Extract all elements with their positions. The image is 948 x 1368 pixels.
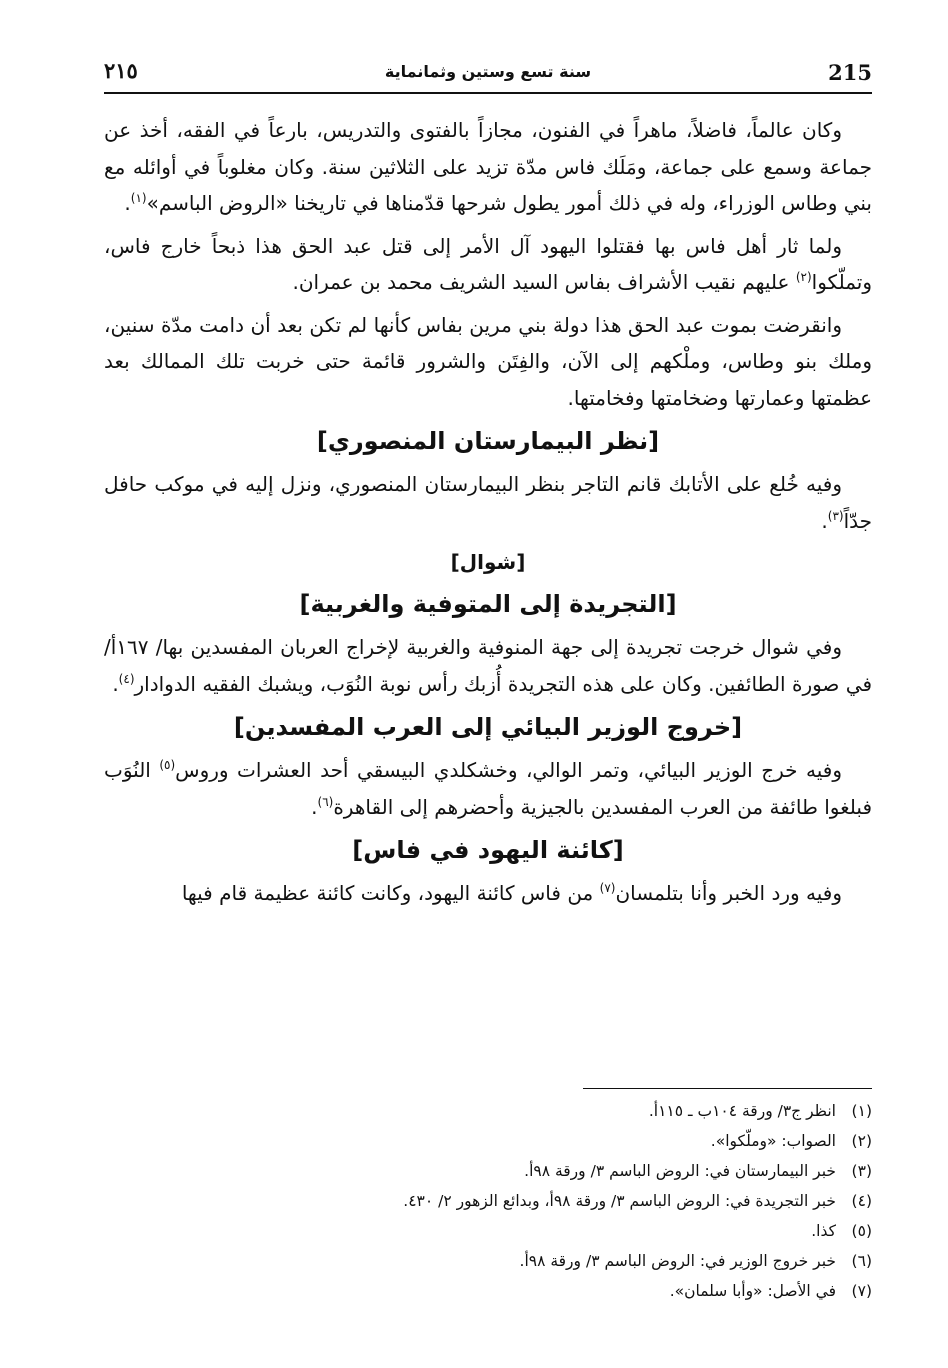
footnote-text: خبر خروج الوزير في: الروض الباسم ٣/ ورقة ٩٨أ. — [519, 1252, 836, 1270]
paragraph-text: . — [821, 508, 828, 533]
footnote-number: (٢) — [851, 1132, 872, 1150]
footnote-text: في الأصل: «وأبا سلمان». — [669, 1282, 836, 1300]
section-heading: [نظر البيمارستان المنصوري] — [316, 427, 660, 455]
paragraph-text: وفيه خرج الوزير البيائي، وتمر الوالي، وخشكلدي البيسقي أحد العشرات وروس — [175, 758, 842, 782]
paragraph-text: . — [311, 794, 318, 819]
main-text — [104, 112, 872, 918]
paragraph-text: وفي شوال خرجت تجريدة إلى جهة المنوفية والغربية لإخراج العربان المفسدين بها/ ١٦٧أ/ في صورة الطائفين. وكان على هذه التجريدة أُزبك رأس نوبة النُوَب، ويشبك الفقيه الدوادار — [104, 635, 872, 696]
paragraph-text: عليهم نقيب الأشراف بفاس السيد الشريف محمد بن عمران. — [292, 270, 796, 294]
paragraph-text: وفيه ورد الخبر وأنا بتلمسان — [615, 881, 842, 905]
footnote-text: انظر ج٣/ ورقة ١٠٤ب ـ ١١٥أ. — [648, 1102, 836, 1120]
paragraph — [104, 112, 872, 222]
footnote-ref: (٦) — [317, 794, 334, 809]
footnote-ref: (٥) — [159, 758, 176, 772]
paragraph-text: ولما ثار أهل فاس بها فقتلوا اليهود آل الأمر إلى قتل عبد الحق هذا ذبحاً خارج فاس، وتملّكوا — [104, 233, 872, 294]
footnote-ref: (٤) — [118, 671, 135, 686]
footnote-text: كذا. — [811, 1222, 836, 1240]
footnote-text: الصواب: «وملّكوا». — [710, 1132, 836, 1150]
paragraph: وانقرضت بموت عبد الحق هذا دولة بني مرين بفاس كأنها لم تكن بعد أن دامت مدّة سنين، وملك بنو وطاس، وملْكهم إلى الآن، والفِتَن والشرور قائمة حتى خربت تلك الممالك بعد عظمتها وعمارتها وضخامتها وفخامتها. — [104, 312, 872, 410]
paragraph-text: وفيه خُلع على الأتابك قانم التاجر بنظر البيمارستان المنصوري، ونزل إليه في موكب حافل جدّاً — [104, 472, 872, 533]
paragraph-text: النُوَب فبلغوا طائفة من العرب المفسدين بالجيزية وأحضرهم إلى القاهرة — [104, 758, 872, 819]
footnote-text: خبر البيمارستان في: الروض الباسم ٣/ ورقة ٩٨أ. — [524, 1162, 836, 1180]
footnote — [104, 1126, 872, 1156]
footnote-number: (٦) — [851, 1252, 872, 1270]
page-number-latin: 215 — [828, 60, 872, 85]
footnote-number: (٥) — [851, 1222, 872, 1240]
footnote-separator — [583, 1088, 872, 1089]
footnote — [104, 1276, 872, 1306]
paragraph-text: . — [112, 671, 119, 696]
footnote — [104, 1216, 872, 1246]
section-heading: [خروج الوزير البيائي إلى العرب المفسدين] — [233, 713, 743, 741]
footnote-number: (٤) — [851, 1192, 872, 1210]
footnote-ref: (١) — [130, 191, 147, 205]
page-header — [104, 58, 872, 94]
paragraph — [104, 752, 872, 825]
footnote-number: (٣) — [851, 1162, 872, 1180]
running-title: سنة تسع وستين وثمانماية — [384, 62, 592, 81]
footnote — [104, 1096, 872, 1126]
month-heading: [شوال] — [450, 550, 526, 574]
page-number-arabic: ٢١٥ — [104, 58, 138, 83]
footnote-ref: (٢) — [795, 270, 812, 284]
paragraph-text: . — [124, 191, 131, 215]
footnote-ref: (٧) — [599, 881, 616, 895]
footnote-number: (٧) — [851, 1282, 872, 1300]
footnote — [104, 1186, 872, 1216]
section-heading: [التجريدة إلى المتوفية والغربية] — [299, 590, 677, 618]
footnotes — [104, 1096, 872, 1306]
paragraph — [104, 875, 872, 912]
footnote-text: خبر التجريدة في: الروض الباسم ٣/ ورقة ٩٨أ، وبدائع الزهور ٢/ ٤٣٠. — [403, 1192, 836, 1210]
footnote-number: (١) — [851, 1102, 872, 1120]
paragraph — [104, 629, 872, 702]
section-heading: [كائنة اليهود في فاس] — [352, 836, 624, 864]
paragraph — [104, 228, 872, 301]
paragraph-text: وكان عالماً، فاضلاً، ماهراً في الفنون، مجازاً بالفتوى والتدريس، بارعاً في الفقه، أخذ عن جماعة وسمع على جماعة، ومَلَك فاس مدّة تزيد على الثلاثين سنة. وكان مغلوباً في أوائله مع بني وطاس الوزراء، وله في ذلك أمور يطول شرحها قدّمناها في تاريخنا «الروض الباسم» — [104, 118, 872, 215]
paragraph-text: من فاس كائنة اليهود، وكانت كائنة عظيمة قام فيها — [181, 881, 600, 905]
footnote — [104, 1246, 872, 1276]
footnote — [104, 1156, 872, 1186]
footnote-ref: (٣) — [827, 508, 844, 523]
paragraph — [104, 466, 872, 539]
